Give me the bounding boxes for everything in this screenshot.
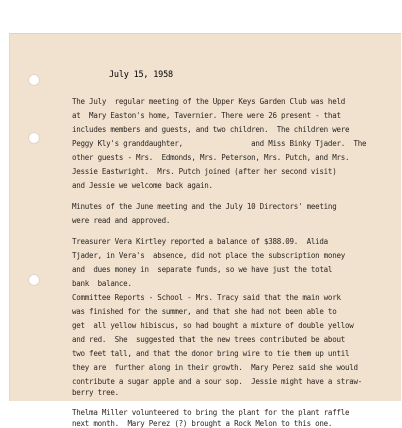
body-line: Minutes of the June meeting and the July 10 Directors' meeting xyxy=(72,202,337,211)
body-line: berry tree. xyxy=(72,388,119,397)
punch-hole-bottom xyxy=(28,274,40,286)
body-line: and Jessie we welcome back again. xyxy=(72,181,213,190)
document-page xyxy=(9,33,401,428)
body-line: bank balance. xyxy=(72,279,132,288)
body-line: Treasurer Vera Kirtley reported a balance of $388.09. Alida xyxy=(72,237,328,246)
body-line: next month. Mary Perez (?) brought a Rock Melon to this one. xyxy=(72,419,333,428)
document-body xyxy=(72,34,402,428)
punch-hole-middle xyxy=(28,132,40,144)
body-line: they are further along in their growth. Mary Perez said she would xyxy=(72,363,358,372)
body-line: and red. She suggested that the new trees contributed be about xyxy=(72,335,345,344)
body-line: Peggy Kly's granddaughter, and Miss Binky Tjader. The xyxy=(72,139,367,148)
body-line: and dues money in separate funds, so we have just the total xyxy=(72,265,333,274)
body-line: Jessie Eastwright. Mrs. Putch joined (after her second visit) xyxy=(72,167,337,176)
body-line: at Mary Easton's home, Tavernier. There were 26 present - that xyxy=(72,111,341,120)
body-line: Thelma Miller volunteered to bring the plant for the plant raffle xyxy=(72,408,350,417)
body-line: The July regular meeting of the Upper Keys Garden Club was held xyxy=(72,97,345,106)
body-line: was finished for the summer, and that she had not been able to xyxy=(72,307,337,316)
body-line: includes members and guests, and two children. The children were xyxy=(72,125,350,134)
body-line: other guests - Mrs. Edmonds, Mrs. Peterson, Mrs. Putch, and Mrs. xyxy=(72,153,350,162)
body-line: Committee Reports - School - Mrs. Tracy said that the main work xyxy=(72,293,341,302)
punch-hole-top xyxy=(28,74,40,86)
body-line: contribute a sugar apple and a sour sop. Jessie might have a straw- xyxy=(72,377,363,386)
document-date: July 15, 1958 xyxy=(109,70,173,80)
body-line: get all yellow hibiscus, so had bought a mixture of double yellow xyxy=(72,321,354,330)
body-line: Tjader, in Vera's absence, did not place the subscription money xyxy=(72,251,345,260)
body-line: were read and approved. xyxy=(72,216,171,225)
body-line: two feet tall, and that the donor bring wire to tie them up until xyxy=(72,349,350,358)
